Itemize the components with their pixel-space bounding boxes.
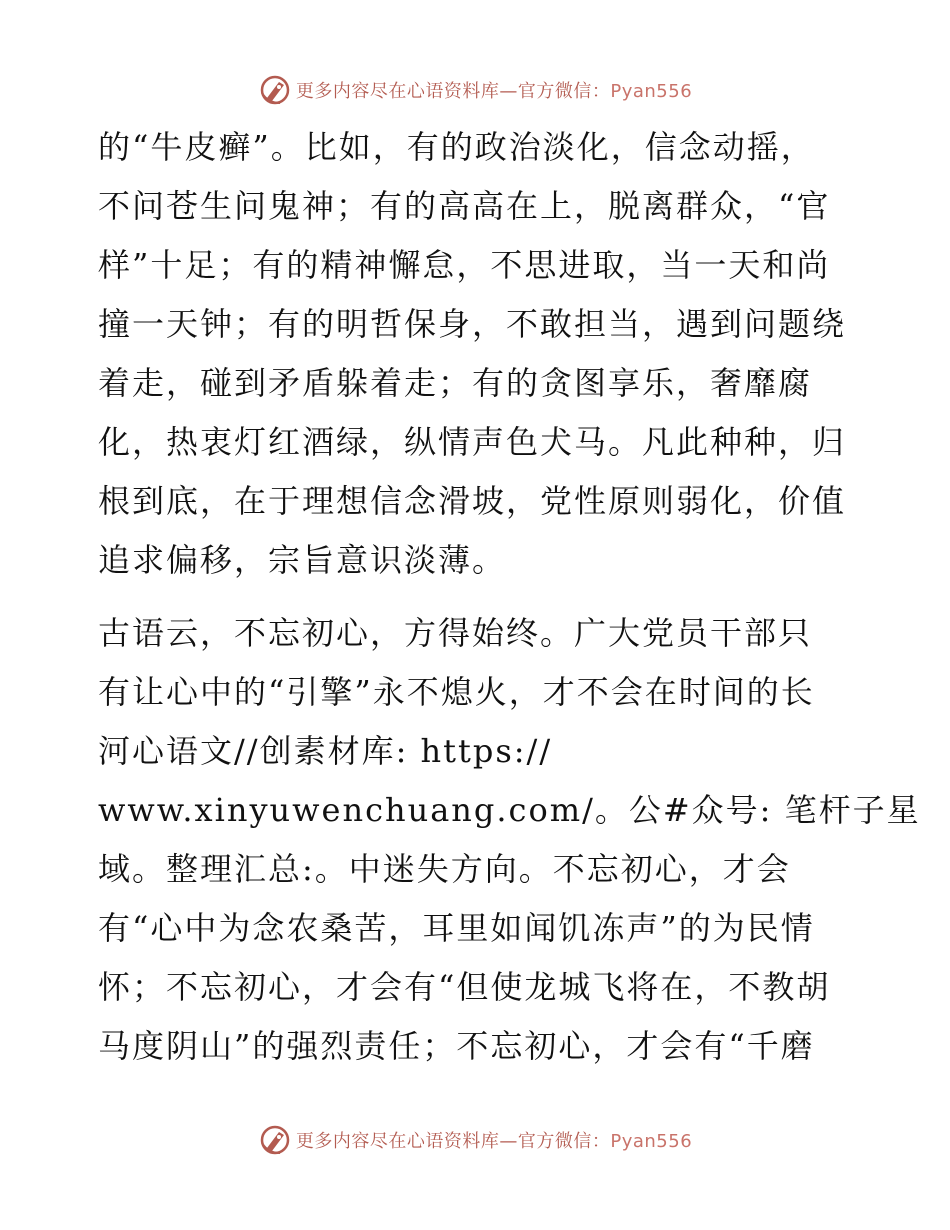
text-line: 域。整理汇总:。中迷失方向。不忘初心，才会	[98, 850, 791, 888]
pen-nib-seal-icon	[258, 1123, 292, 1157]
header-brand: 更多内容尽在心语资料库	[295, 81, 500, 102]
page-header-banner	[0, 70, 950, 110]
footer-brand: 更多内容尽在心语资料库	[295, 1131, 500, 1152]
pen-nib-seal-icon	[258, 73, 292, 107]
text-line: 河心语文//创素材库: https://	[98, 732, 553, 770]
text-line: 追求偏移，宗旨意识淡薄。	[98, 541, 507, 579]
text-line: 怀；不忘初心，才会有“但使龙城飞将在，不教胡	[98, 968, 831, 1006]
page-footer-banner	[0, 1120, 950, 1160]
text-line: 有“心中为念农桑苦，耳里如闻饥冻声”的为民情	[98, 909, 815, 947]
text-line: www.xinyuwenchuang.com/。公#众号: 笔杆子星	[98, 791, 921, 829]
header-text	[296, 77, 692, 103]
footer-text	[296, 1127, 692, 1153]
footer-separator: —	[499, 1131, 518, 1152]
text-line: 的“牛皮癣”。比如，有的政治淡化，信念动摇，	[98, 128, 815, 166]
header-separator: —	[499, 81, 518, 102]
text-line: 样”十足；有的精神懈怠，不思进取，当一天和尚	[98, 246, 831, 284]
text-line: 有让心中的“引擎”永不熄火，才不会在时间的长	[98, 673, 815, 711]
header-wechat-id: Pyan556	[610, 81, 693, 102]
footer-wechat-label: 官方微信：	[517, 1131, 611, 1152]
text-line: 不问苍生问鬼神；有的高高在上，脱离群众，“官	[98, 187, 831, 225]
paragraph-1	[98, 118, 858, 590]
text-line: 马度阴山”的强烈责任；不忘初心，才会有“千磨	[98, 1027, 815, 1065]
text-line: 着走，碰到矛盾躲着走；有的贪图享乐，奢靡腐	[98, 364, 813, 402]
paragraph-2	[98, 604, 921, 1076]
text-line: 根到底，在于理想信念滑坡，党性原则弱化，价值	[98, 482, 847, 520]
header-wechat-label: 官方微信：	[517, 81, 611, 102]
text-line: 化，热衷灯红酒绿，纵情声色犬马。凡此种种，归	[98, 423, 847, 461]
paragraph-spacer	[98, 590, 858, 604]
text-line: 古语云，不忘初心，方得始终。广大党员干部只	[98, 614, 813, 652]
footer-wechat-id: Pyan556	[610, 1131, 693, 1152]
document-body	[98, 118, 921, 1076]
text-line: 撞一天钟；有的明哲保身，不敢担当，遇到问题绕	[98, 305, 847, 343]
